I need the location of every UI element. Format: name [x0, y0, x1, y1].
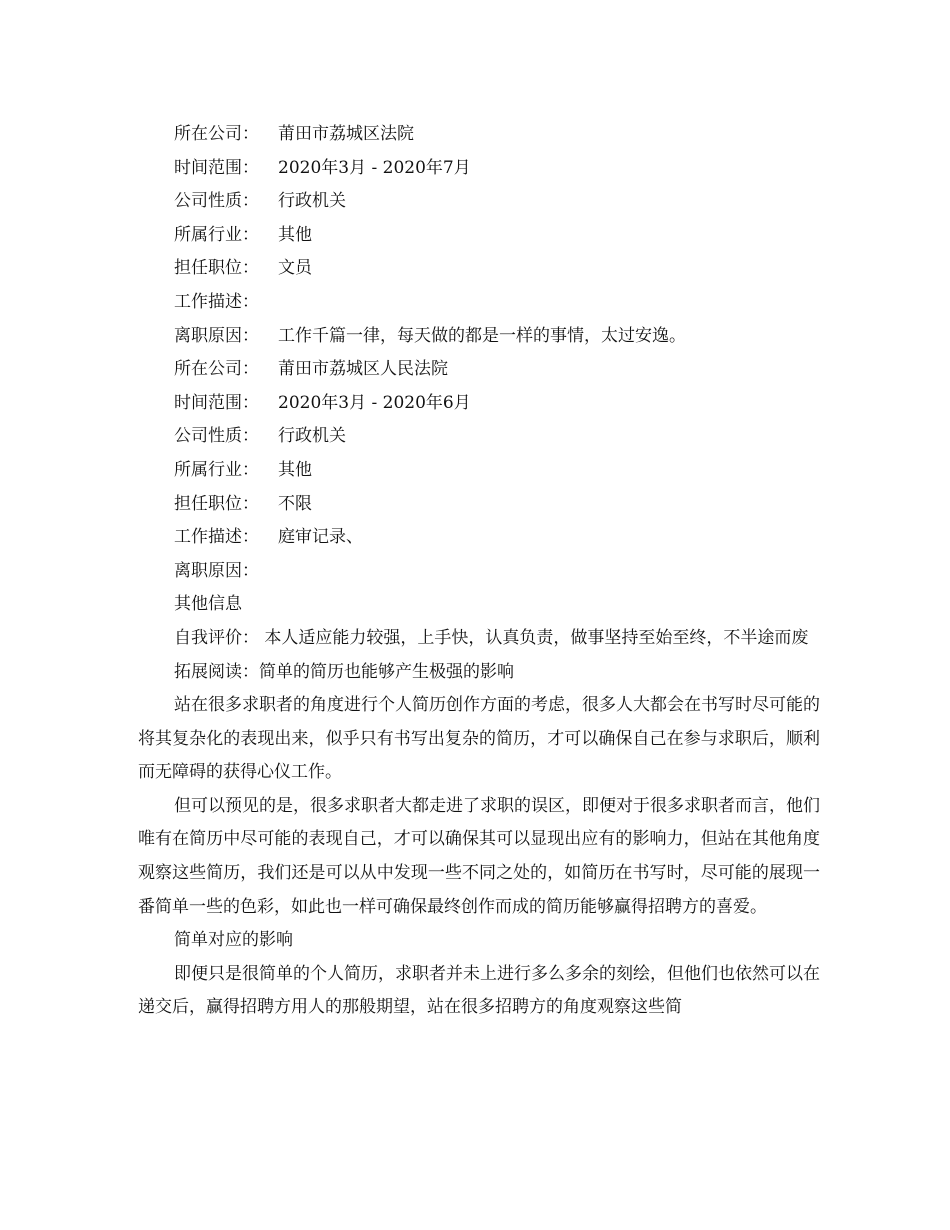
job2-position-row	[138, 488, 820, 522]
job1-period-value: 2020年3月 - 2020年7月	[278, 157, 471, 178]
body-paragraph-1: 站在很多求职者的角度进行个人简历创作方面的考虑，很多人大都会在书写时尽可能的将其复杂化的表现出来，似乎只有书写出复杂的简历，才可以确保自己在参与求职后，顺利而无障碍的获得心仪工作。	[138, 695, 820, 783]
job1-reason-value: 工作千篇一律，每天做的都是一样的事情，太过安逸。	[278, 325, 686, 346]
job1-nature-value: 行政机关	[278, 191, 346, 212]
job2-reason-row	[138, 555, 820, 589]
job2-reason-label: 离职原因：	[174, 560, 259, 581]
job1-industry-value: 其他	[278, 224, 312, 245]
job2-company-label: 所在公司：	[174, 359, 259, 380]
job1-company-row	[138, 118, 820, 152]
document-body	[138, 118, 820, 1025]
self-evaluation-paragraph: 自我评价： 本人适应能力较强，上手快，认真负责，做事坚持至始至终，不半途而废	[174, 627, 809, 648]
other-info-heading: 其他信息	[174, 594, 242, 615]
job2-industry-value: 其他	[278, 459, 312, 480]
job1-position-value: 文员	[278, 258, 312, 279]
job1-position-label: 担任职位：	[174, 258, 259, 279]
job1-company-value: 莆田市荔城区法院	[278, 124, 414, 144]
job2-period-row	[138, 387, 820, 421]
job2-description-row	[138, 521, 820, 555]
body-paragraph-2: 但可以预见的是，很多求职者大都走进了求职的误区，即便对于很多求职者而言，他们唯有在简历中尽可能的表现自己，才可以确保其可以显现出应有的影响力，但站在其他角度观察这些简历，我们还是可以从中发现一些不同之处的，如简历在书写时，尽可能的展现一番简单一些的色彩，如此也一样可确保最终创作而成的简历能够赢得招聘方的喜爱。	[138, 795, 820, 917]
job1-nature-row	[138, 185, 820, 219]
job1-description-row	[138, 286, 820, 320]
job1-position-row	[138, 252, 820, 286]
job1-period-label: 时间范围：	[174, 157, 259, 178]
job1-description-label: 工作描述：	[174, 291, 259, 312]
job2-company-value: 莆田市荔城区人民法院	[278, 359, 448, 380]
job1-industry-label: 所属行业：	[174, 224, 259, 245]
job2-period-label: 时间范围：	[174, 392, 259, 413]
job2-company-row	[138, 353, 820, 387]
job2-industry-row	[138, 454, 820, 488]
job2-nature-value: 行政机关	[278, 426, 346, 447]
job1-period-row	[138, 152, 820, 186]
job1-nature-label: 公司性质：	[174, 191, 259, 212]
job2-nature-row	[138, 420, 820, 454]
job2-period-value: 2020年3月 - 2020年6月	[278, 392, 471, 413]
job2-position-label: 担任职位：	[174, 493, 259, 514]
job2-description-label: 工作描述：	[174, 527, 259, 548]
job1-reason-row	[138, 320, 820, 354]
job1-company-label: 所在公司：	[174, 124, 259, 144]
body-paragraph-3: 即便只是很简单的个人简历，求职者并未上进行多么多余的刻绘，但他们也依然可以在递交后，赢得招聘方用人的那般期望，站在很多招聘方的角度观察这些简	[138, 963, 820, 1018]
extended-reading-heading: 拓展阅读：简单的简历也能够产生极强的影响	[174, 661, 514, 682]
job2-industry-label: 所属行业：	[174, 459, 259, 480]
section-heading: 简单对应的影响	[174, 930, 293, 951]
job2-nature-label: 公司性质：	[174, 426, 259, 447]
job2-position-value: 不限	[278, 493, 312, 514]
job1-reason-label: 离职原因：	[174, 325, 259, 346]
job1-industry-row	[138, 219, 820, 253]
job2-description-value: 庭审记录、	[278, 527, 363, 548]
